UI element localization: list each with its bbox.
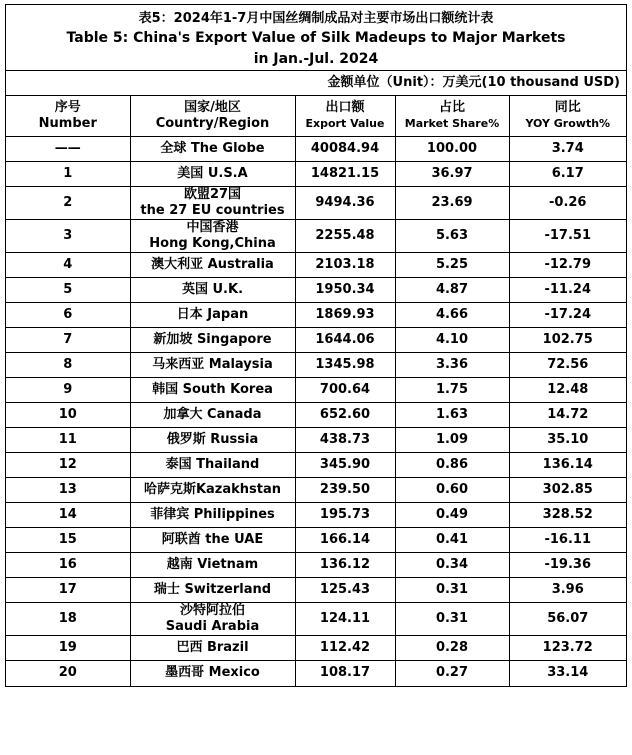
- table-row: [6, 553, 626, 578]
- cell-market-share: 100.00: [395, 137, 509, 162]
- cell-yoy-growth: 302.85: [509, 478, 626, 503]
- cell-export-value: 14821.15: [295, 162, 395, 187]
- country-name-en: Hong Kong,China: [149, 236, 276, 251]
- cell-country: 越南 Vietnam: [130, 553, 295, 578]
- country-name-cn: 欧盟27国: [183, 187, 242, 202]
- table-row: [6, 528, 626, 553]
- cell-market-share: 0.34: [395, 553, 509, 578]
- header-export-value: 出口额 Export Value: [295, 96, 395, 137]
- cell-number: 10: [6, 403, 130, 428]
- table-row: [6, 403, 626, 428]
- cell-yoy-growth: 35.10: [509, 428, 626, 453]
- table-row: [6, 253, 626, 278]
- cell-export-value: 1869.93: [295, 303, 395, 328]
- cell-yoy-growth: -12.79: [509, 253, 626, 278]
- cell-market-share: 0.28: [395, 636, 509, 661]
- cell-number: 4: [6, 253, 130, 278]
- cell-number: 11: [6, 428, 130, 453]
- cell-export-value: 195.73: [295, 503, 395, 528]
- table-row: [6, 428, 626, 453]
- cell-number: 12: [6, 453, 130, 478]
- table-row: [6, 353, 626, 378]
- cell-market-share: 4.87: [395, 278, 509, 303]
- cell-yoy-growth: 123.72: [509, 636, 626, 661]
- cell-country: 阿联酋 the UAE: [130, 528, 295, 553]
- cell-export-value: 652.60: [295, 403, 395, 428]
- cell-number: 9: [6, 378, 130, 403]
- cell-country: 全球 The Globe: [130, 137, 295, 162]
- cell-country: 俄罗斯 Russia: [130, 428, 295, 453]
- cell-market-share: 5.63: [395, 220, 509, 253]
- cell-market-share: 5.25: [395, 253, 509, 278]
- cell-number: 15: [6, 528, 130, 553]
- unit-note: 金额单位（Unit）：万美元(10 thousand USD): [6, 70, 626, 95]
- cell-number: 2: [6, 187, 130, 220]
- cell-market-share: 4.66: [395, 303, 509, 328]
- title-chinese: 表5：2024年1-7月中国丝绸制成品对主要市场出口额统计表: [138, 11, 494, 26]
- cell-number: 20: [6, 661, 130, 686]
- cell-country: [130, 603, 295, 636]
- cell-export-value: 136.12: [295, 553, 395, 578]
- table-row: [6, 503, 626, 528]
- cell-export-value: 345.90: [295, 453, 395, 478]
- cell-number: 8: [6, 353, 130, 378]
- cell-export-value: 2103.18: [295, 253, 395, 278]
- cell-market-share: 36.97: [395, 162, 509, 187]
- cell-yoy-growth: -0.26: [509, 187, 626, 220]
- cell-yoy-growth: -11.24: [509, 278, 626, 303]
- export-table: [6, 95, 626, 686]
- cell-market-share: 1.09: [395, 428, 509, 453]
- cell-export-value: 124.11: [295, 603, 395, 636]
- cell-export-value: 112.42: [295, 636, 395, 661]
- cell-export-value: 1644.06: [295, 328, 395, 353]
- title-block: [6, 5, 626, 70]
- cell-export-value: 40084.94: [295, 137, 395, 162]
- cell-export-value: 2255.48: [295, 220, 395, 253]
- header-number: 序号 Number: [6, 96, 130, 137]
- cell-number: 1: [6, 162, 130, 187]
- table-row: [6, 453, 626, 478]
- cell-export-value: 1345.98: [295, 353, 395, 378]
- cell-number: 16: [6, 553, 130, 578]
- title-english: Table 5: China's Export Value of Silk Madeups to Major Markets: [66, 30, 566, 46]
- cell-market-share: 4.10: [395, 328, 509, 353]
- cell-market-share: 0.49: [395, 503, 509, 528]
- cell-number: 7: [6, 328, 130, 353]
- cell-export-value: 9494.36: [295, 187, 395, 220]
- cell-yoy-growth: 3.96: [509, 578, 626, 603]
- cell-market-share: 0.60: [395, 478, 509, 503]
- table-row: [6, 328, 626, 353]
- cell-export-value: 438.73: [295, 428, 395, 453]
- header-country: 国家/地区 Country/Region: [130, 96, 295, 137]
- table-row: [6, 303, 626, 328]
- table-row: [6, 378, 626, 403]
- table-row: [6, 578, 626, 603]
- cell-country: [130, 187, 295, 220]
- cell-country: [130, 220, 295, 253]
- cell-yoy-growth: 33.14: [509, 661, 626, 686]
- table-row: [6, 636, 626, 661]
- header-yoy-growth: 同比 YOY Growth%: [509, 96, 626, 137]
- cell-export-value: 108.17: [295, 661, 395, 686]
- table-row: [6, 187, 626, 220]
- cell-yoy-growth: 328.52: [509, 503, 626, 528]
- country-name-cn: 中国香港: [186, 220, 239, 235]
- cell-country: 哈萨克斯Kazakhstan: [130, 478, 295, 503]
- cell-number: 5: [6, 278, 130, 303]
- cell-yoy-growth: 102.75: [509, 328, 626, 353]
- cell-country: 新加坡 Singapore: [130, 328, 295, 353]
- cell-export-value: 1950.34: [295, 278, 395, 303]
- table-row: [6, 278, 626, 303]
- cell-country: 英国 U.K.: [130, 278, 295, 303]
- table-row: [6, 478, 626, 503]
- cell-number: 14: [6, 503, 130, 528]
- cell-number: 18: [6, 603, 130, 636]
- cell-market-share: 0.41: [395, 528, 509, 553]
- cell-number: 6: [6, 303, 130, 328]
- country-name-en: the 27 EU countries: [140, 203, 285, 218]
- cell-country: 马来西亚 Malaysia: [130, 353, 295, 378]
- cell-yoy-growth: -16.11: [509, 528, 626, 553]
- cell-market-share: 0.31: [395, 578, 509, 603]
- table-header-row: [6, 96, 626, 137]
- cell-country: 韩国 South Korea: [130, 378, 295, 403]
- cell-market-share: 1.75: [395, 378, 509, 403]
- cell-market-share: 0.86: [395, 453, 509, 478]
- cell-yoy-growth: 72.56: [509, 353, 626, 378]
- table-row: [6, 162, 626, 187]
- title-period: in Jan.-Jul. 2024: [253, 51, 379, 67]
- export-table-sheet: [5, 4, 627, 687]
- header-market-share: 占比 Market Share%: [395, 96, 509, 137]
- cell-market-share: 0.31: [395, 603, 509, 636]
- cell-number: 19: [6, 636, 130, 661]
- cell-number: 3: [6, 220, 130, 253]
- table-row: [6, 220, 626, 253]
- table-row: [6, 603, 626, 636]
- table-row: [6, 137, 626, 162]
- cell-export-value: 239.50: [295, 478, 395, 503]
- cell-yoy-growth: 6.17: [509, 162, 626, 187]
- cell-country: 日本 Japan: [130, 303, 295, 328]
- table-row: [6, 661, 626, 686]
- cell-country: 加拿大 Canada: [130, 403, 295, 428]
- cell-yoy-growth: -19.36: [509, 553, 626, 578]
- cell-yoy-growth: -17.24: [509, 303, 626, 328]
- cell-country: 瑞士 Switzerland: [130, 578, 295, 603]
- cell-market-share: 0.27: [395, 661, 509, 686]
- cell-export-value: 166.14: [295, 528, 395, 553]
- cell-country: 墨西哥 Mexico: [130, 661, 295, 686]
- cell-market-share: 23.69: [395, 187, 509, 220]
- cell-export-value: 700.64: [295, 378, 395, 403]
- cell-yoy-growth: 3.74: [509, 137, 626, 162]
- cell-number: 17: [6, 578, 130, 603]
- country-name-en: Saudi Arabia: [165, 619, 260, 634]
- cell-yoy-growth: -17.51: [509, 220, 626, 253]
- cell-country: 泰国 Thailand: [130, 453, 295, 478]
- cell-number: 13: [6, 478, 130, 503]
- cell-yoy-growth: 12.48: [509, 378, 626, 403]
- cell-country: 澳大利亚 Australia: [130, 253, 295, 278]
- cell-country: 美国 U.S.A: [130, 162, 295, 187]
- cell-market-share: 1.63: [395, 403, 509, 428]
- country-name-cn: 沙特阿拉伯: [179, 603, 245, 618]
- cell-yoy-growth: 136.14: [509, 453, 626, 478]
- cell-country: 巴西 Brazil: [130, 636, 295, 661]
- cell-export-value: 125.43: [295, 578, 395, 603]
- cell-yoy-growth: 14.72: [509, 403, 626, 428]
- cell-number: ——: [6, 137, 130, 162]
- cell-yoy-growth: 56.07: [509, 603, 626, 636]
- cell-market-share: 3.36: [395, 353, 509, 378]
- cell-country: 菲律宾 Philippines: [130, 503, 295, 528]
